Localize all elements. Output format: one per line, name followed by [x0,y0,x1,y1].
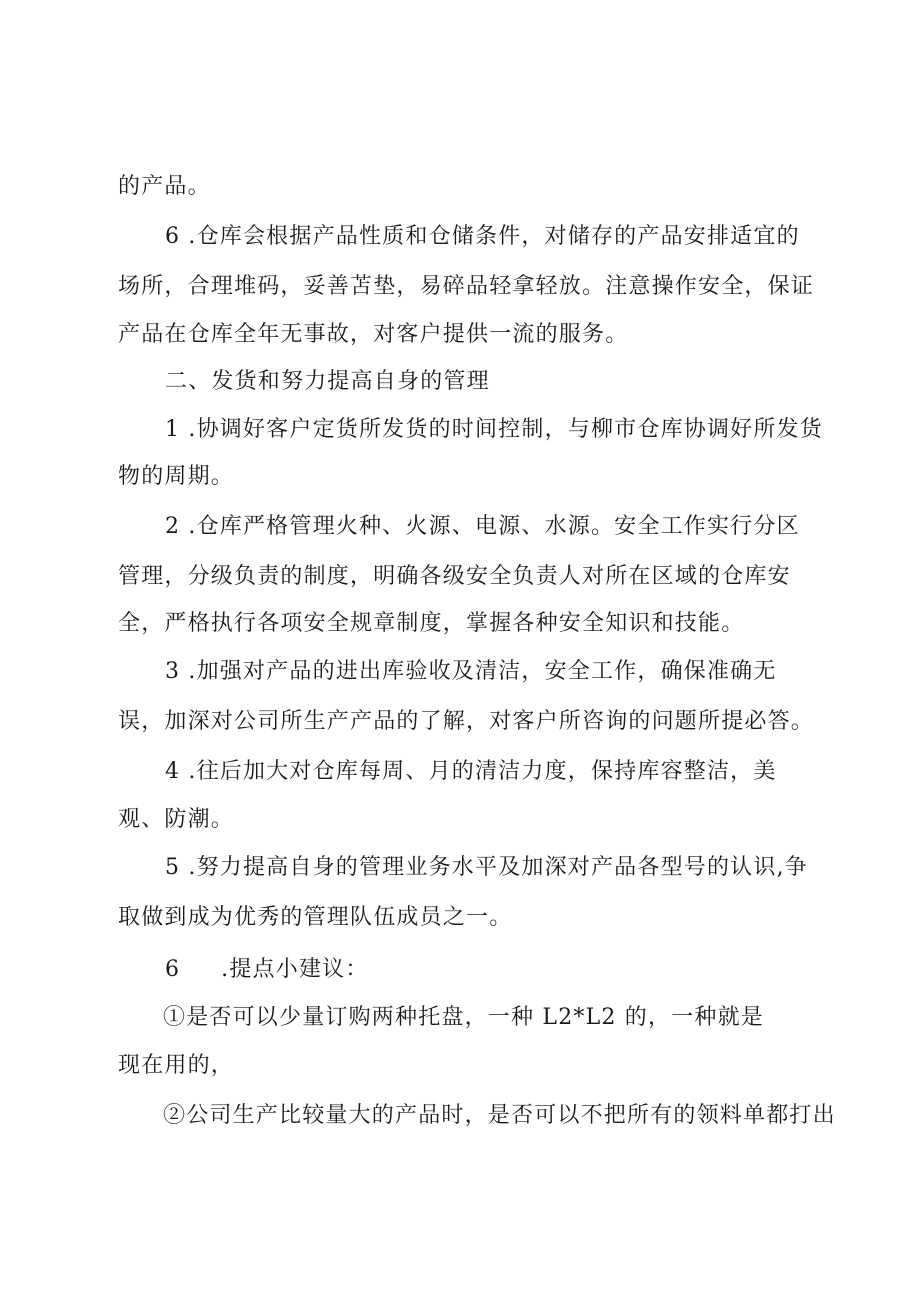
text-line: 现在用的， [118,1053,235,1078]
list-item-1: 1 .协调好客户定货所发货的时间控制，与柳市仓库协调好所发货 [165,417,823,442]
text-line: 物的周期。 [118,464,235,489]
text-line: 观、防潮。 [118,807,235,832]
list-item-2: 2 .仓库严格管理火种、火源、电源、水源。安全工作实行分区 [165,514,800,539]
list-item-6-suggestions: 6 .提点小建议： [165,957,369,982]
list-item-3: 3 .加强对产品的进出库验收及清洁，安全工作，确保准确无 [165,659,777,684]
list-item-4: 4 .往后加大对仓库每周、月的清洁力度，保持库容整洁，美 [165,759,777,784]
text-line: 产品在仓库全年无事故，对客户提供一流的服务。 [118,322,629,347]
text-line: 的产品。 [118,174,211,199]
suggestion-item-2: ②公司生产比较量大的产品时，是否可以不把所有的领料单都打出 [163,1103,836,1128]
section-heading: 二、发货和努力提高自身的管理 [165,369,490,394]
list-item-6: 6 .仓库会根据产品性质和仓储条件，对储存的产品安排适宜的 [165,224,800,249]
text-line: 场所，合理堆码，妥善苫垫，易碎品轻拿轻放。注意操作安全，保证 [118,274,815,299]
list-item-5: 5 .努力提高自身的管理业务水平及加深对产品各型号的认识,争 [165,855,808,880]
suggestion-item-1: ①是否可以少量订购两种托盘，一种 L2*L2 的，一种就是 [163,1005,765,1030]
text-line: 误，加深对公司所生产产品的了解，对客户所咨询的问题所提必答。 [118,709,815,734]
text-line: 全，严格执行各项安全规章制度，掌握各种安全知识和技能。 [118,611,745,636]
text-line: 管理，分级负责的制度，明确各级安全负责人对所在区域的仓库安 [118,564,791,589]
text-line: 取做到成为优秀的管理队伍成员之一。 [118,905,513,930]
